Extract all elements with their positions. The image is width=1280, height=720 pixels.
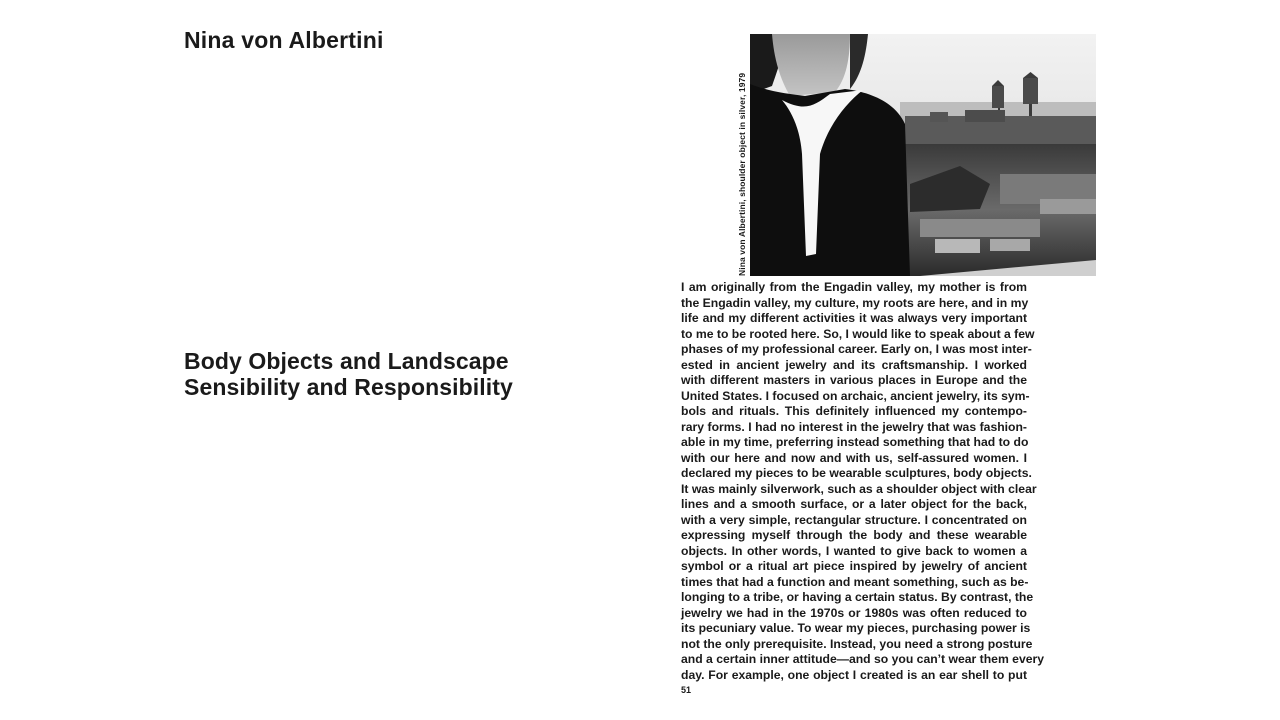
- body-line: with a very simple, rectangular structure. I concentrated on: [681, 512, 1027, 527]
- photo-caption: Nina von Albertini, shoulder object in silver, 1979: [737, 72, 747, 276]
- body-line: ested in ancient jewelry and its craftsmanship. I worked: [681, 357, 1027, 372]
- body-line: life and my different activities it was always very important: [681, 311, 1027, 325]
- body-line: and a certain inner attitude—and so you can’t wear them every: [681, 652, 1045, 666]
- body-line: its pecuniary value. To wear my pieces, purchasing power is: [681, 621, 1031, 635]
- body-line: able in my time, preferring instead something that had to do: [681, 435, 1029, 449]
- body-line: It was mainly silverwork, such as a shoulder object with clear: [681, 481, 1037, 496]
- body-line: rary forms. I had no interest in the jewelry that was fashion-: [681, 419, 1027, 434]
- body-line: not the only prerequisite. Instead, you need a strong posture: [681, 636, 1033, 651]
- body-line: symbol or a ritual art piece inspired by jewelry of ancient: [681, 559, 1027, 573]
- body-line: United States. I focused on archaic, ancient jewelry, its sym-: [681, 388, 1030, 403]
- body-line: the Engadin valley, my culture, my roots are here, and in my: [681, 295, 1029, 310]
- body-line: objects. In other words, I wanted to give back to women a: [681, 543, 1027, 558]
- body-text: [681, 280, 1045, 683]
- essay-title: [184, 348, 513, 400]
- body-line: with our here and now and with us, self-assured women. I: [681, 450, 1027, 465]
- body-line: to me to be rooted here. So, I would like to speak about a few: [681, 326, 1035, 341]
- body-line: expressing myself through the body and these wearable: [681, 528, 1027, 542]
- body-line: day. For example, one object I created is an ear shell to put: [681, 667, 1027, 682]
- author-name: Nina von Albertini: [184, 27, 384, 53]
- photo-illustration: [750, 34, 1096, 276]
- page-number: 51: [681, 685, 692, 695]
- body-line: with different masters in various places in Europe and the: [681, 373, 1027, 387]
- body-line: I am originally from the Engadin valley, my mother is from: [681, 280, 1027, 294]
- body-line: times that had a function and meant something, such as be-: [681, 574, 1029, 589]
- body-line: jewelry we had in the 1970s or 1980s was often reduced to: [681, 605, 1027, 620]
- body-line: bols and rituals. This definitely influenced my contempo-: [681, 404, 1027, 418]
- essay-title-line-1: Body Objects and Landscape: [184, 348, 509, 374]
- body-line: lines and a smooth surface, or a later object for the back,: [681, 497, 1027, 511]
- essay-title-line-2: Sensibility and Responsibility: [184, 374, 513, 400]
- photo-shoulder-object: [750, 34, 1096, 276]
- body-line: phases of my professional career. Early on, I was most inter-: [681, 342, 1032, 356]
- body-line: declared my pieces to be wearable sculptures, body objects.: [681, 466, 1032, 480]
- body-line: longing to a tribe, or having a certain status. By contrast, the: [681, 590, 1034, 604]
